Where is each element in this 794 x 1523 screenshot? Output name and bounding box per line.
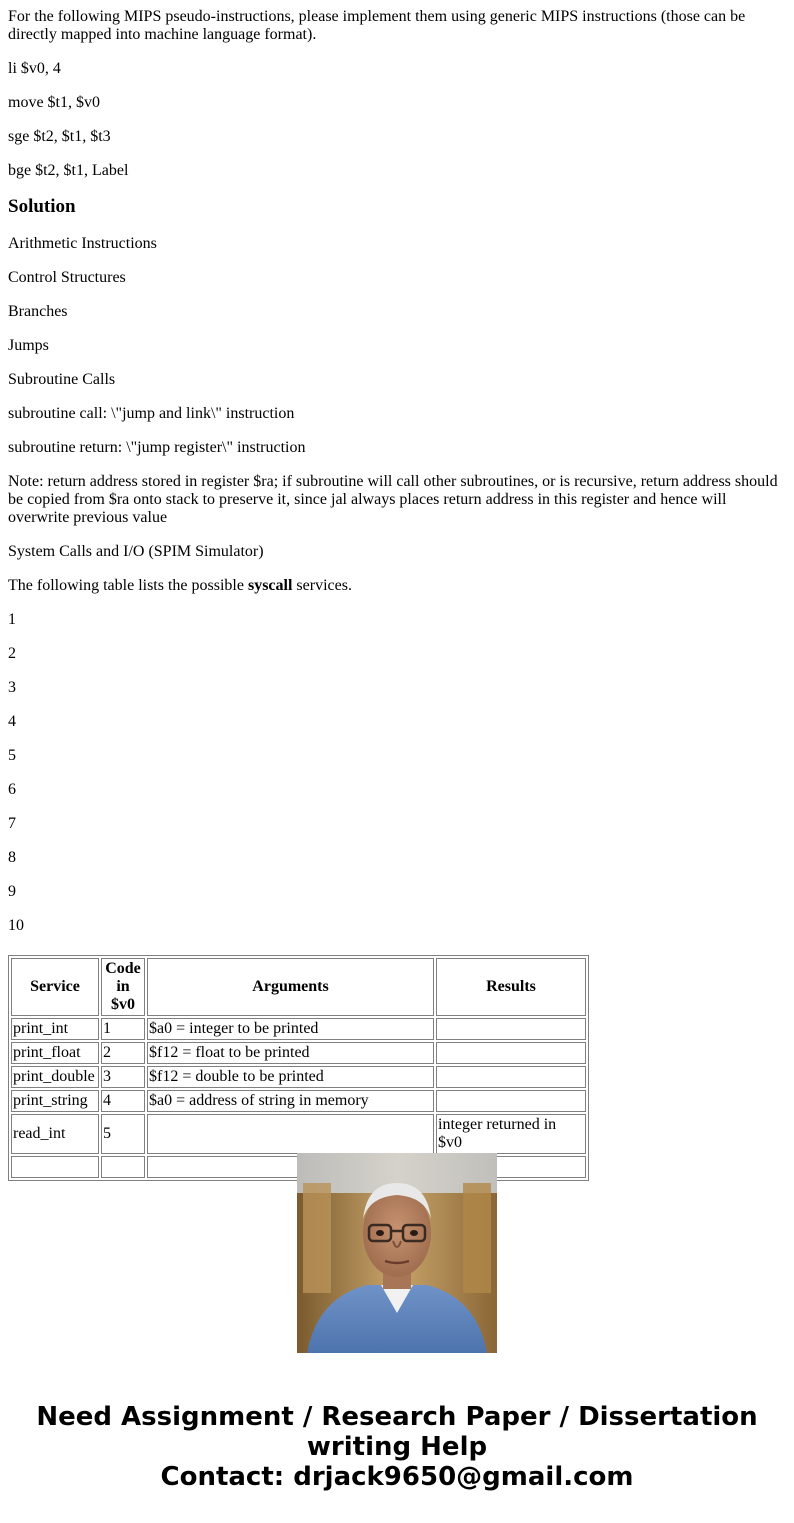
list-number: 10 xyxy=(8,917,24,934)
footer-line-2: writing Help xyxy=(306,1432,488,1462)
solution-paragraph: System Calls and I/O (SPIM Simulator) xyxy=(8,543,264,560)
table-intro xyxy=(8,577,786,595)
question-intro: For the following MIPS pseudo-instructions, please implement them using generic MIPS instructions (those can be directly mapped into machine language format). xyxy=(8,8,746,43)
cell-code: 5 xyxy=(101,1114,145,1154)
table-row xyxy=(11,1114,586,1154)
cell-service xyxy=(11,1156,99,1178)
header-arguments: Arguments xyxy=(147,958,434,1016)
instruction-bge: bge $t2, $t1, Label xyxy=(8,162,129,179)
cell-arguments: $f12 = float to be printed xyxy=(147,1042,434,1064)
cell-arguments: $a0 = integer to be printed xyxy=(147,1018,434,1040)
cell-code: 3 xyxy=(101,1066,145,1088)
cell-results xyxy=(436,1090,586,1112)
cell-results xyxy=(436,1042,586,1064)
list-number: 8 xyxy=(8,849,16,866)
instruction-sge: sge $t2, $t1, $t3 xyxy=(8,128,111,145)
list-number: 2 xyxy=(8,645,16,662)
footer-contact: Contact: drjack9650@gmail.com xyxy=(160,1462,634,1492)
solution-paragraph: Control Structures xyxy=(8,269,126,286)
instruction-move: move $t1, $v0 xyxy=(8,94,100,111)
syscall-table xyxy=(8,955,589,1181)
solution-paragraph: subroutine return: \"jump register\" instruction xyxy=(8,439,306,456)
cell-service: read_int xyxy=(11,1114,99,1154)
table-intro-before: The following table lists the possible xyxy=(8,577,248,594)
cell-service: print_float xyxy=(11,1042,99,1064)
list-number: 4 xyxy=(8,713,16,730)
cell-service: print_int xyxy=(11,1018,99,1040)
cell-code xyxy=(101,1156,145,1178)
table-row xyxy=(11,1042,586,1064)
table-row xyxy=(11,1018,586,1040)
cell-code: 1 xyxy=(101,1018,145,1040)
footer-line-1: Need Assignment / Research Paper / Dissertation xyxy=(36,1402,758,1432)
solution-paragraph: Subroutine Calls xyxy=(8,371,116,388)
header-service: Service xyxy=(11,958,99,1016)
cell-service: print_double xyxy=(11,1066,99,1088)
solution-paragraph: subroutine call: \"jump and link\" instruction xyxy=(8,405,295,422)
solution-paragraph: Branches xyxy=(8,303,68,320)
solution-paragraph: Jumps xyxy=(8,337,49,354)
document-body xyxy=(8,8,786,951)
header-results: Results xyxy=(436,958,586,1016)
table-row xyxy=(11,1090,586,1112)
syscall-table-container xyxy=(8,955,590,1151)
table-intro-bold: syscall xyxy=(247,577,293,594)
cell-arguments xyxy=(147,1114,434,1154)
list-number: 9 xyxy=(8,883,16,900)
list-number: 6 xyxy=(8,781,16,798)
table-intro-after: services. xyxy=(292,577,352,594)
list-number: 1 xyxy=(8,611,16,628)
table-header-row xyxy=(11,958,586,1016)
cell-arguments: $f12 = double to be printed xyxy=(147,1066,434,1088)
list-number: 7 xyxy=(8,815,16,832)
number-list xyxy=(8,611,786,935)
avatar-portrait-image xyxy=(297,1153,497,1353)
solution-note: Note: return address stored in register $ra; if subroutine will call other subroutines, or is recursive, return address should be copied from $ra onto stack to preserve it, since jal always places return address in this register and hence will overwrite previous value xyxy=(8,473,778,526)
cell-results xyxy=(436,1066,586,1088)
solution-paragraph: Arithmetic Instructions xyxy=(8,235,157,252)
table-row xyxy=(11,1066,586,1088)
cell-results: integer returned in $v0 xyxy=(436,1114,586,1154)
avatar xyxy=(297,1153,497,1353)
instruction-li: li $v0, 4 xyxy=(8,60,61,77)
cell-code: 4 xyxy=(101,1090,145,1112)
promo-footer xyxy=(0,1402,794,1492)
header-code: Code in $v0 xyxy=(101,958,145,1016)
cell-results xyxy=(436,1018,586,1040)
list-number: 5 xyxy=(8,747,16,764)
cell-arguments: $a0 = address of string in memory xyxy=(147,1090,434,1112)
solution-heading: Solution xyxy=(8,196,76,217)
cell-service: print_string xyxy=(11,1090,99,1112)
cell-code: 2 xyxy=(101,1042,145,1064)
list-number: 3 xyxy=(8,679,16,696)
